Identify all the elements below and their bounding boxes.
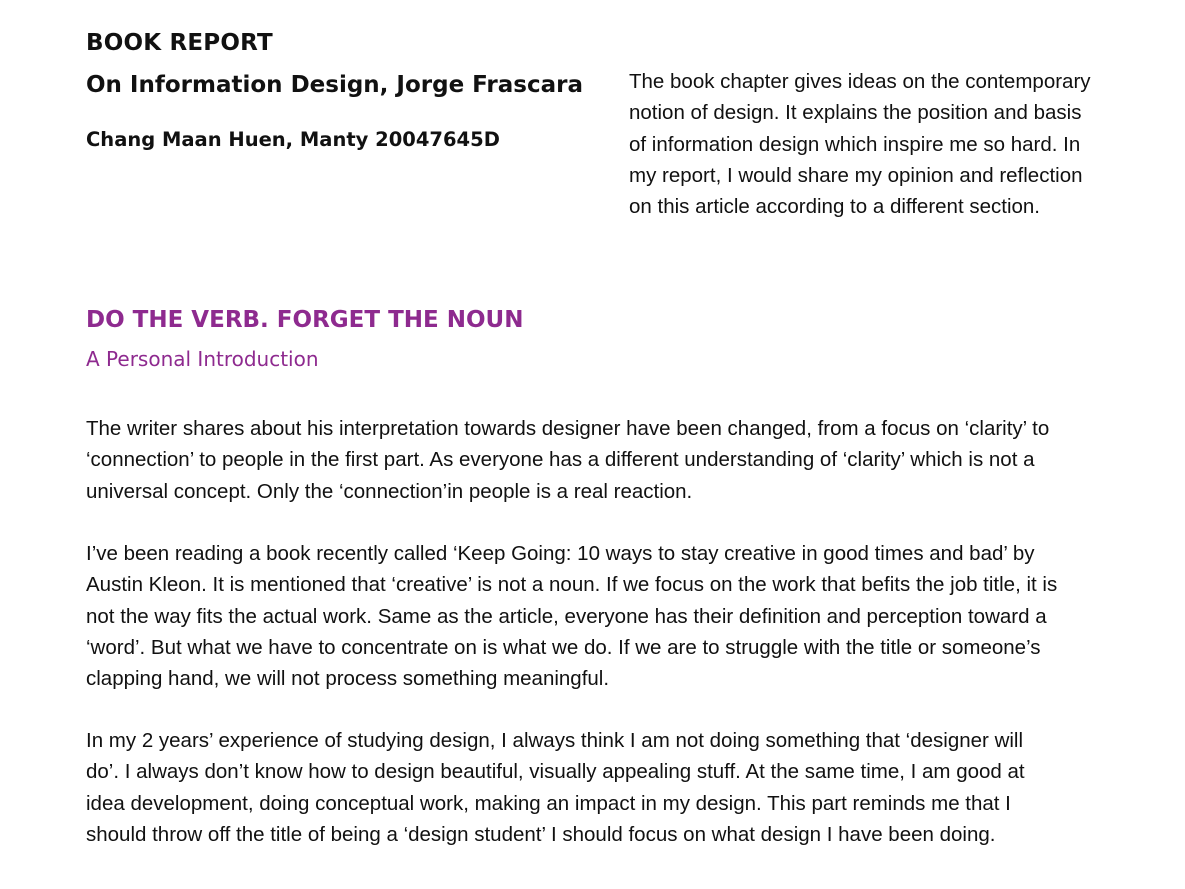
summary-line: of information design which inspire me so hard. In [629, 132, 1081, 156]
document-label: BOOK REPORT [86, 30, 273, 56]
section-subheading: A Personal Introduction [86, 347, 319, 371]
paragraph-line: In my 2 years’ experience of studying design, I always think I am not doing something that ‘designer will [86, 729, 1024, 752]
paragraph-line: not the way fits the actual work. Same as the article, everyone has their definition and perception toward a [86, 604, 1047, 628]
intro-summary [629, 66, 1129, 222]
paragraph-line: ‘word’. But what we have to concentrate on is what we do. If we are to struggle with the title or someone’s [86, 635, 1041, 659]
summary-line: on this article according to a different section. [629, 195, 1040, 219]
paragraph-line: ‘connection’ to people in the first part. As everyone has a different understanding of ‘clarity’ which is not a [86, 448, 1035, 472]
document-title: On Information Design, Jorge Frascara [86, 72, 583, 98]
author-line: Chang Maan Huen, Manty 20047645D [86, 128, 500, 151]
summary-line: notion of design. It explains the position and basis [629, 101, 1082, 125]
summary-line: my report, I would share my opinion and reflection [629, 163, 1083, 187]
paragraph-line: clapping hand, we will not process something meaningful. [86, 667, 610, 691]
paragraph-line: do’. I always don’t know how to design beautiful, visually appealing stuff. At the same time, I am good at [86, 760, 1025, 784]
paragraph-line: universal concept. Only the ‘connection’in people is a real reaction. [86, 479, 693, 503]
body-paragraph [86, 413, 1126, 507]
paragraph-line: idea development, doing conceptual work, making an impact in my design. This part reminds me that I [86, 791, 1011, 815]
summary-line: The book chapter gives ideas on the contemporary [629, 70, 1091, 93]
paragraph-line: I’ve been reading a book recently called ‘Keep Going: 10 ways to stay creative in good times and bad’ by [86, 542, 1035, 565]
paragraph-line: The writer shares about his interpretation towards designer have been changed, from a focus on ‘clarity’ to [86, 417, 1050, 440]
body-paragraph [86, 725, 1126, 850]
section-heading: DO THE VERB. FORGET THE NOUN [86, 307, 524, 333]
paragraph-line: Austin Kleon. It is mentioned that ‘creative’ is not a noun. If we focus on the work that befits the job title, it is [86, 573, 1058, 597]
paragraph-line: should throw off the title of being a ‘design student’ I should focus on what design I have been doing. [86, 822, 996, 846]
body-paragraph [86, 538, 1126, 694]
